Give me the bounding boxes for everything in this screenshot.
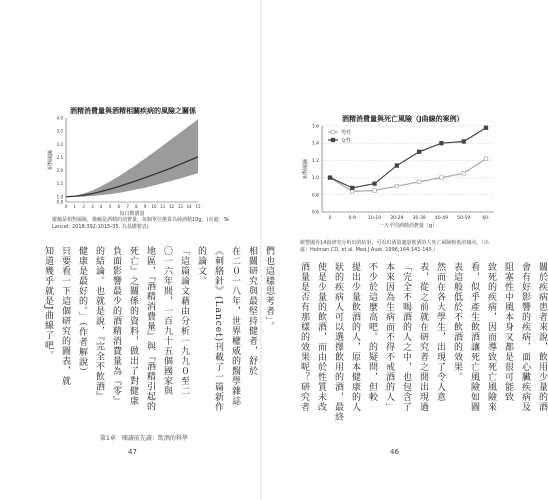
y-axis-label: 相對風險 xyxy=(48,149,54,171)
text-column: 《刺胳針》(Lancet)刊載了一篇新作 xyxy=(213,246,223,413)
y-tick-label: 1.6 xyxy=(311,124,319,130)
data-point xyxy=(350,190,354,194)
x-axis-label: 每日飲酒量 xyxy=(119,211,145,217)
data-point xyxy=(462,172,466,176)
text-column: 使是少量的飲酒，而由於性質未改 xyxy=(316,262,326,412)
x-tick-label: 10 xyxy=(151,204,157,209)
x-tick-label: 0 xyxy=(64,204,68,209)
text-column: 酒量是否有那樣的效果呢？研究者 xyxy=(299,262,309,412)
x-axis-label: 一天平均酒精消費量（g） xyxy=(378,223,438,229)
caption-line: Lancet, 2018;392:1015-35. 為基礎製表) xyxy=(52,224,149,230)
x-tick-label: 0-9 xyxy=(348,216,356,221)
data-point xyxy=(484,126,488,130)
text-column: 的論文。 xyxy=(196,246,206,286)
text-column: 狀的疾病人可以選擇飲用的酒，最終 xyxy=(333,262,343,422)
legend-label: 男性 xyxy=(341,129,352,136)
x-tick-label: 6 xyxy=(117,204,121,209)
text-column: 的結論。也就是說，『完全不飲酒』 xyxy=(94,246,104,402)
y-tick-label: 3.5 xyxy=(56,128,63,134)
confidence-band xyxy=(66,119,198,196)
text-column: 相關研究與最堅持健者，舒於 xyxy=(247,246,257,376)
text-column: 看，似乎產生飲酒讓死亡風險如圖 xyxy=(469,262,479,412)
caption-line: 縱軸是相對風險，橫軸是酒精的消費量，每個單位換算為純酒精10g。(出處：Ta xyxy=(52,217,229,223)
y-axis-label: 相對風險 xyxy=(303,158,309,180)
page-number-left: 47 xyxy=(128,448,137,456)
text-column: 「這篇論文藉由分析一九九０至二 xyxy=(179,246,189,396)
x-tick-label: 8 xyxy=(135,204,138,209)
y-tick-label: 0.6 xyxy=(311,210,319,216)
text-column: 本來因為生病而不得不戒酒的人」 xyxy=(384,262,394,412)
data-point xyxy=(462,140,466,144)
x-tick-label: 13 xyxy=(177,204,183,209)
text-column: 們也這樣思考者」。 xyxy=(264,246,274,332)
x-tick-label: 5 xyxy=(108,204,112,209)
text-column: 阻塞性中風本身又都是很可能致 xyxy=(503,262,513,402)
x-tick-label: 60- xyxy=(482,216,490,221)
data-point xyxy=(350,186,354,190)
caption-line: 處：Holman CD, et al. Med J Aust. 1996;164:141-145.） xyxy=(300,247,439,253)
x-tick-label: 1 xyxy=(73,204,77,209)
y-tick-label: 1.0 xyxy=(311,176,319,182)
text-column: 關於疾病患者來說，飲用少量的酒 xyxy=(537,262,547,412)
x-tick-label: 11 xyxy=(160,204,166,209)
y-tick-label: 2.0 xyxy=(56,168,63,173)
figure-caption-right xyxy=(300,240,505,254)
right-body-text xyxy=(298,262,548,442)
y-tick-label: 0.8 xyxy=(56,199,63,205)
y-tick-label: 1.4 xyxy=(311,141,319,147)
text-column: 會有好影響的疾病，面心臟疾病及 xyxy=(520,262,530,412)
x-tick-label: 3 xyxy=(91,204,94,209)
data-point xyxy=(417,150,421,154)
series-line xyxy=(330,128,486,188)
x-tick-label: 40-49 xyxy=(434,216,448,221)
figure-title-right: 酒精消費量與死亡風險（J曲線的案例） xyxy=(342,115,464,123)
text-column: 地區，『酒精消費量』與『酒精引起的 xyxy=(145,246,155,412)
text-column: 知道幾乎就是J曲線了吧。 xyxy=(43,246,53,361)
text-column: 然而在各大學生，出現了令人意 xyxy=(435,262,445,402)
figure-title-left: 酒精消費量與酒精相關疾病的風險之關係 xyxy=(70,107,196,115)
data-point xyxy=(484,157,488,161)
data-point xyxy=(417,180,421,184)
text-column: 在二０一八年，世界權威的醫學雜誌 xyxy=(230,246,240,406)
data-point xyxy=(440,176,444,180)
x-tick-label: 12 xyxy=(169,204,175,209)
y-tick-label: 4.0 xyxy=(56,115,63,121)
caption-line: 統整國外14篇研究分析出的結果，可看出酒量適量飲酒的人死亡風險較低的傾向。（出 xyxy=(300,240,489,246)
text-column: 負面影響最少的酒精消費量為『零』 xyxy=(111,246,121,406)
risk-chart-left xyxy=(0,0,262,217)
y-tick-label: 0.8 xyxy=(311,193,319,199)
x-tick-label: 50-59 xyxy=(457,216,471,221)
y-tick-label: 2.5 xyxy=(56,154,63,160)
y-tick-label: 1.5 xyxy=(56,181,63,187)
x-tick-label: 14 xyxy=(186,204,192,209)
x-tick-label: 30-39 xyxy=(412,216,426,221)
text-column: 表，從之前就在研究者之間出現過 xyxy=(418,262,428,412)
mortality-chart-right xyxy=(262,0,520,240)
text-column: 表這般低於不飲酒的效果。 xyxy=(452,262,462,382)
data-point xyxy=(328,176,332,180)
y-tick-label: 1.0 xyxy=(56,194,63,200)
text-column: 只要看一下這個研究的圖表，就 xyxy=(60,246,70,386)
legend-label: 女性 xyxy=(341,137,352,144)
data-point xyxy=(373,182,377,186)
x-tick-label: 20-29 xyxy=(390,216,404,221)
x-tick-label: 9 xyxy=(143,204,147,209)
figure-caption-left xyxy=(52,217,252,231)
x-tick-label: 0 xyxy=(328,216,332,221)
x-tick-label: 7 xyxy=(126,204,129,209)
text-column: 〇一六年間，一百九十五個國家與 xyxy=(162,246,172,396)
text-column: 「完全不喝酒的人之中，也包含了 xyxy=(401,262,411,412)
x-tick-label: 2 xyxy=(82,204,85,209)
data-point xyxy=(395,164,399,168)
data-point xyxy=(395,184,399,188)
data-point xyxy=(440,141,444,145)
chapter-footer: 第1章 閱讀前先讀：飲酒的科學 xyxy=(100,435,188,442)
text-column: 死亡』之關係的資料，做出了對健康 xyxy=(128,246,138,406)
text-column: 不少於這麼高吧。的疑問，但較 xyxy=(367,262,377,402)
x-tick-label: 15 xyxy=(195,204,201,209)
data-point xyxy=(373,189,377,193)
y-tick-label: 1.2 xyxy=(311,158,319,164)
y-tick-label: 3.0 xyxy=(56,141,63,147)
x-tick-label: 4 xyxy=(99,204,103,209)
page-number-right: 46 xyxy=(390,448,399,456)
legend-marker xyxy=(331,130,335,134)
left-body-text xyxy=(42,246,275,426)
text-column: 健康是最好的。」（作者解說） xyxy=(77,246,87,377)
right-page xyxy=(262,0,547,500)
text-column: 提出少量飲酒的人，原本健康的人 xyxy=(350,262,360,412)
x-tick-label: 10-19 xyxy=(368,216,382,221)
legend-marker xyxy=(331,138,335,142)
text-column: 致死的疾病，因而導致死亡風險來 xyxy=(486,262,496,412)
